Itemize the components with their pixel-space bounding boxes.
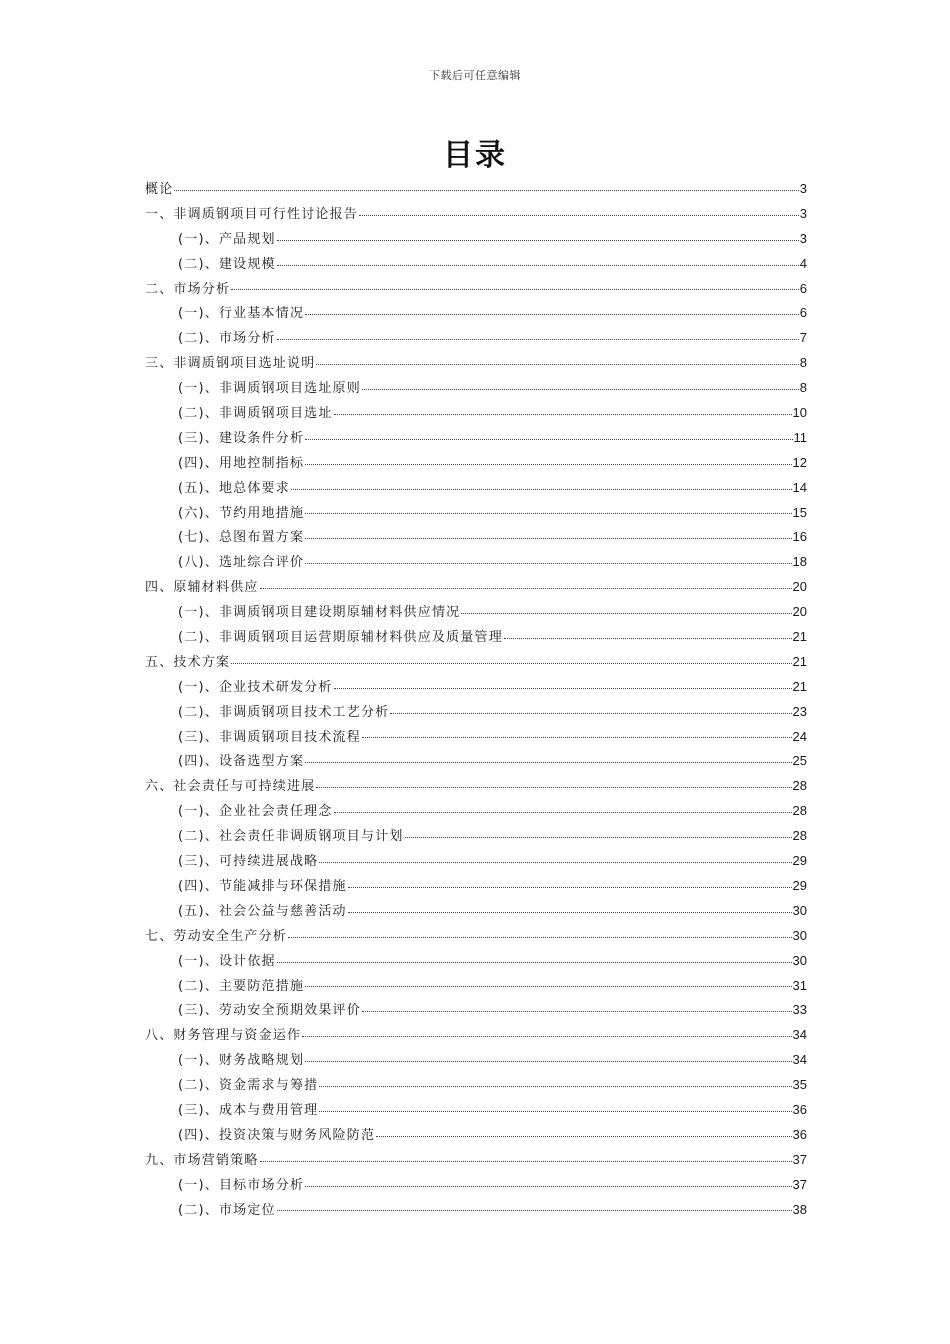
toc-leader-dots [305,464,791,465]
toc-entry-page-number: 34 [792,1027,807,1043]
toc-entry[interactable] [145,998,807,1023]
toc-entry-label: (三)、建设条件分析 [178,430,305,446]
toc-entry-page-number: 21 [792,653,807,669]
toc-entry-label: (五)、社会公益与慈善活动 [178,903,347,919]
toc-leader-dots [359,215,799,216]
toc-leader-dots [277,339,799,340]
toc-entry-label: (三)、成本与费用管理 [178,1102,319,1118]
toc-leader-dots [305,439,792,440]
toc-entry[interactable] [145,252,807,277]
toc-leader-dots [305,563,791,564]
toc-entry-page-number: 29 [792,877,807,893]
toc-leader-dots [305,1061,791,1062]
toc-leader-dots [405,837,792,838]
toc-leader-dots [319,1086,791,1087]
toc-entry-page-number: 30 [792,952,807,968]
toc-entry[interactable] [145,1098,807,1123]
toc-entry-label: (二)、市场分析 [178,331,276,347]
toc-entry-label: (六)、节约用地措施 [178,505,305,521]
toc-entry-page-number: 30 [792,902,807,918]
toc-entry-page-number: 23 [792,703,807,719]
toc-entry[interactable] [145,849,807,874]
toc-entry[interactable] [145,799,807,824]
toc-entry-label: 六、社会责任与可持续进展 [145,779,316,795]
toc-entry-label: (三)、非调质钢项目技术流程 [178,729,361,745]
toc-leader-dots [231,289,799,290]
toc-entry-label: 七、劳动安全生产分析 [145,928,288,944]
toc-entry-page-number: 4 [799,255,807,271]
toc-leader-dots [260,588,792,589]
toc-entry[interactable] [145,774,807,799]
toc-entry-page-number: 8 [799,355,807,371]
toc-entry-page-number: 35 [792,1077,807,1093]
toc-leader-dots [288,937,792,938]
toc-entry-page-number: 28 [792,828,807,844]
toc-leader-dots [461,613,791,614]
toc-entry-page-number: 36 [792,1126,807,1142]
toc-entry-label: (一)、企业社会责任理念 [178,804,333,820]
toc-leader-dots [305,762,791,763]
toc-entry[interactable] [145,974,807,999]
toc-leader-dots [334,414,792,415]
toc-entry[interactable] [145,401,807,426]
page-title: 目录 [443,138,507,173]
toc-entry-page-number: 21 [792,629,807,645]
toc-entry[interactable] [145,525,807,550]
toc-entry-label: (一)、设计依据 [178,953,276,969]
toc-entry[interactable] [145,824,807,849]
toc-entry-label: (四)、用地控制指标 [178,455,305,471]
toc-entry-page-number: 25 [792,753,807,769]
toc-entry-label: (二)、非调质钢项目技术工艺分析 [178,704,390,720]
toc-entry[interactable] [145,1023,807,1048]
toc-entry-page-number: 7 [799,330,807,346]
toc-leader-dots [305,986,791,987]
toc-entry[interactable] [145,351,807,376]
toc-entry-label: (七)、总图布置方案 [178,530,305,546]
toc-entry-page-number: 6 [799,280,807,296]
toc-entry[interactable] [145,725,807,750]
toc-entry-label: 五、技术方案 [145,654,231,670]
toc-entry-page-number: 21 [792,678,807,694]
toc-leader-dots [277,240,799,241]
toc-entry-label: (三)、可持续进展战略 [178,854,319,870]
toc-entry-label: 八、财务管理与资金运作 [145,1028,302,1044]
toc-leader-dots [334,688,792,689]
toc-leader-dots [504,638,792,639]
toc-leader-dots [362,389,799,390]
toc-entry[interactable] [145,177,807,202]
toc-entry[interactable] [145,1123,807,1148]
toc-entry-page-number: 18 [792,554,807,570]
toc-leader-dots [302,1036,791,1037]
toc-entry[interactable] [145,749,807,774]
toc-entry-page-number: 3 [799,205,807,221]
toc-entry-page-number: 12 [792,454,807,470]
toc-entry[interactable] [145,625,807,650]
toc-leader-dots [319,1111,791,1112]
toc-entry-label: (四)、设备选型方案 [178,754,305,770]
toc-entry-page-number: 8 [799,380,807,396]
toc-entry-page-number: 16 [792,529,807,545]
toc-entry-page-number: 31 [792,977,807,993]
toc-entry-label: (四)、节能减排与环保措施 [178,878,347,894]
toc-leader-dots [277,1210,792,1211]
toc-leader-dots [260,1161,792,1162]
toc-entry-page-number: 37 [792,1176,807,1192]
toc-leader-dots [305,314,799,315]
toc-leader-dots [348,887,792,888]
toc-entry-page-number: 20 [792,604,807,620]
header-note: 下载后可任意编辑 [429,69,521,82]
toc-entry[interactable] [145,949,807,974]
toc-leader-dots [277,265,799,266]
toc-entry-label: (二)、社会责任非调质钢项目与计划 [178,829,404,845]
toc-entry-label: 四、原辅材料供应 [145,580,259,596]
toc-leader-dots [319,862,791,863]
toc-leader-dots [277,962,792,963]
toc-leader-dots [305,513,791,514]
toc-entry[interactable] [145,476,807,501]
toc-entry[interactable] [145,426,807,451]
toc-entry[interactable] [145,700,807,725]
toc-entry[interactable] [145,924,807,949]
toc-entry-page-number: 29 [792,853,807,869]
toc-entry-label: (八)、选址综合评价 [178,555,305,571]
toc-entry[interactable] [145,1198,807,1223]
toc-entry[interactable] [145,301,807,326]
toc-entry-label: (一)、企业技术研发分析 [178,679,333,695]
toc-leader-dots [390,713,791,714]
toc-entry-label: (二)、建设规模 [178,256,276,272]
toc-entry-label: 一、非调质钢项目可行性讨论报告 [145,206,359,222]
toc-entry-page-number: 34 [792,1052,807,1068]
toc-entry[interactable] [145,376,807,401]
toc-leader-dots [305,1186,791,1187]
toc-entry[interactable] [145,899,807,924]
toc-entry[interactable] [145,1173,807,1198]
toc-entry[interactable] [145,277,807,302]
toc-entry-page-number: 14 [792,479,807,495]
toc-entry[interactable] [145,600,807,625]
toc-entry[interactable] [145,202,807,227]
toc-entry-label: (一)、非调质钢项目建设期原辅材料供应情况 [178,605,461,621]
toc-entry[interactable] [145,1048,807,1073]
toc-entry-label: (一)、财务战略规划 [178,1053,305,1069]
toc-entry-page-number: 3 [799,230,807,246]
toc-entry-label: (一)、行业基本情况 [178,306,305,322]
toc-entry-label: 概论 [145,182,174,197]
toc-leader-dots [316,364,798,365]
table-of-contents [145,177,807,1222]
toc-entry-label: (二)、非调质钢项目选址 [178,406,333,422]
toc-leader-dots [376,1136,791,1137]
toc-entry-page-number: 28 [792,778,807,794]
toc-leader-dots [316,787,791,788]
toc-entry[interactable] [145,1148,807,1173]
toc-entry[interactable] [145,326,807,351]
toc-entry-page-number: 6 [799,305,807,321]
toc-leader-dots [291,489,792,490]
toc-entry-label: (一)、非调质钢项目选址原则 [178,381,361,397]
toc-entry-page-number: 30 [792,927,807,943]
toc-entry[interactable] [145,550,807,575]
toc-leader-dots [231,663,791,664]
toc-entry-page-number: 20 [792,579,807,595]
toc-entry[interactable] [145,650,807,675]
toc-entry-page-number: 11 [793,429,807,445]
toc-entry[interactable] [145,501,807,526]
toc-entry-label: (二)、非调质钢项目运营期原辅材料供应及质量管理 [178,630,503,646]
toc-entry-label: (三)、劳动安全预期效果评价 [178,1003,361,1019]
toc-entry-page-number: 24 [792,728,807,744]
toc-leader-dots [305,538,791,539]
toc-entry[interactable] [145,1073,807,1098]
toc-entry-page-number: 3 [799,181,807,196]
toc-entry-page-number: 38 [792,1201,807,1217]
toc-entry-label: (一)、产品规划 [178,231,276,247]
toc-leader-dots [348,912,792,913]
toc-entry-page-number: 10 [792,405,807,421]
toc-entry-label: (二)、主要防范措施 [178,978,305,994]
toc-entry[interactable] [145,451,807,476]
toc-leader-dots [334,812,792,813]
toc-entry-page-number: 33 [792,1002,807,1018]
toc-leader-dots [174,190,798,191]
toc-entry-page-number: 37 [792,1151,807,1167]
toc-entry[interactable] [145,575,807,600]
toc-entry[interactable] [145,675,807,700]
toc-entry-label: (二)、资金需求与筹措 [178,1078,319,1094]
toc-entry-label: 二、市场分析 [145,281,231,297]
toc-entry-page-number: 28 [792,803,807,819]
toc-entry-label: 三、非调质钢项目选址说明 [145,356,316,372]
toc-entry-page-number: 36 [792,1101,807,1117]
toc-entry[interactable] [145,227,807,252]
toc-entry[interactable] [145,874,807,899]
toc-entry-label: (二)、市场定位 [178,1202,276,1218]
toc-entry-label: (四)、投资决策与财务风险防范 [178,1127,376,1143]
toc-entry-page-number: 15 [792,504,807,520]
toc-leader-dots [362,1011,792,1012]
toc-entry-label: (一)、目标市场分析 [178,1177,305,1193]
toc-entry-label: (五)、地总体要求 [178,480,290,496]
toc-entry-label: 九、市场营销策略 [145,1152,259,1168]
toc-leader-dots [362,737,792,738]
